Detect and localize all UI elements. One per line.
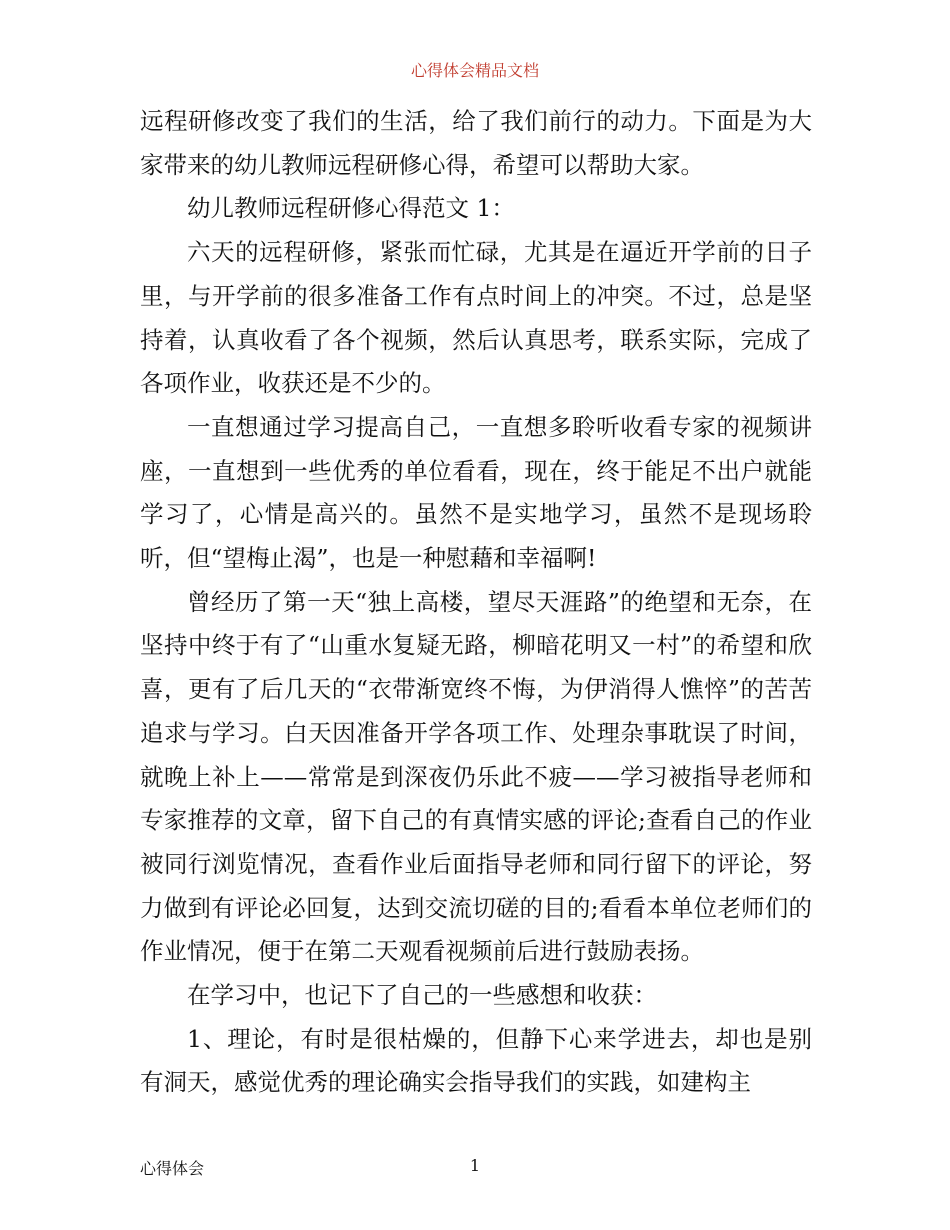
document-body bbox=[140, 100, 812, 1105]
footer-label: 心得体会 bbox=[140, 1159, 205, 1178]
paragraph: 一直想通过学习提高自己，一直想多聆听收看专家的视频讲座，一直想到一些优秀的单位看看，现在，终于能足不出户就能学习了，心情是高兴的。虽然不是实地学习，虽然不是现场聆听，但“望梅止渴”，也是一种慰藉和幸福啊! bbox=[140, 412, 812, 573]
paragraph: 幼儿教师远程研修心得范文 1： bbox=[187, 194, 515, 223]
paragraph: 曾经历了第一天“独上高楼，望尽天涯路”的绝望和无奈，在坚持中终于有了“山重水复疑无路，柳暗花明又一村”的希望和欣喜，更有了后几天的“衣带渐宽终不悔，为伊消得人憔悴”的苦苦追求与学习。白天因准备开学各项工作、处理杂事耽误了时间，就晚上补上——常常是到深夜仍乐此不疲——学习被指导老师和专家推荐的文章，留下自己的有真情实感的评论;查看自己的作业被同行浏览情况，查看作业后面指导老师和同行留下的评论，努力做到有评论必回复，达到交流切磋的目的;看看本单位老师们的作业情况，便于在第二天观看视频前后进行鼓励表扬。 bbox=[140, 587, 812, 966]
paragraph: 在学习中，也记下了自己的一些感想和收获： bbox=[187, 981, 657, 1010]
paragraph: 1、理论，有时是很枯燥的，但静下心来学进去，却也是别有洞天，感觉优秀的理论确实会指导我们的实践，如建构主 bbox=[140, 1024, 812, 1097]
page-number: 1 bbox=[469, 1156, 481, 1175]
paragraph: 远程研修改变了我们的生活，给了我们前行的动力。下面是为大家带来的幼儿教师远程研修心得，希望可以帮助大家。 bbox=[140, 107, 812, 179]
page-header: 心得体会精品文档 bbox=[410, 61, 539, 80]
paragraph: 六天的远程研修，紧张而忙碌，尤其是在逼近开学前的日子里，与开学前的很多准备工作有点时间上的冲突。不过，总是坚持着，认真收看了各个视频，然后认真思考，联系实际，完成了各项作业，收获还是不少的。 bbox=[140, 238, 812, 398]
